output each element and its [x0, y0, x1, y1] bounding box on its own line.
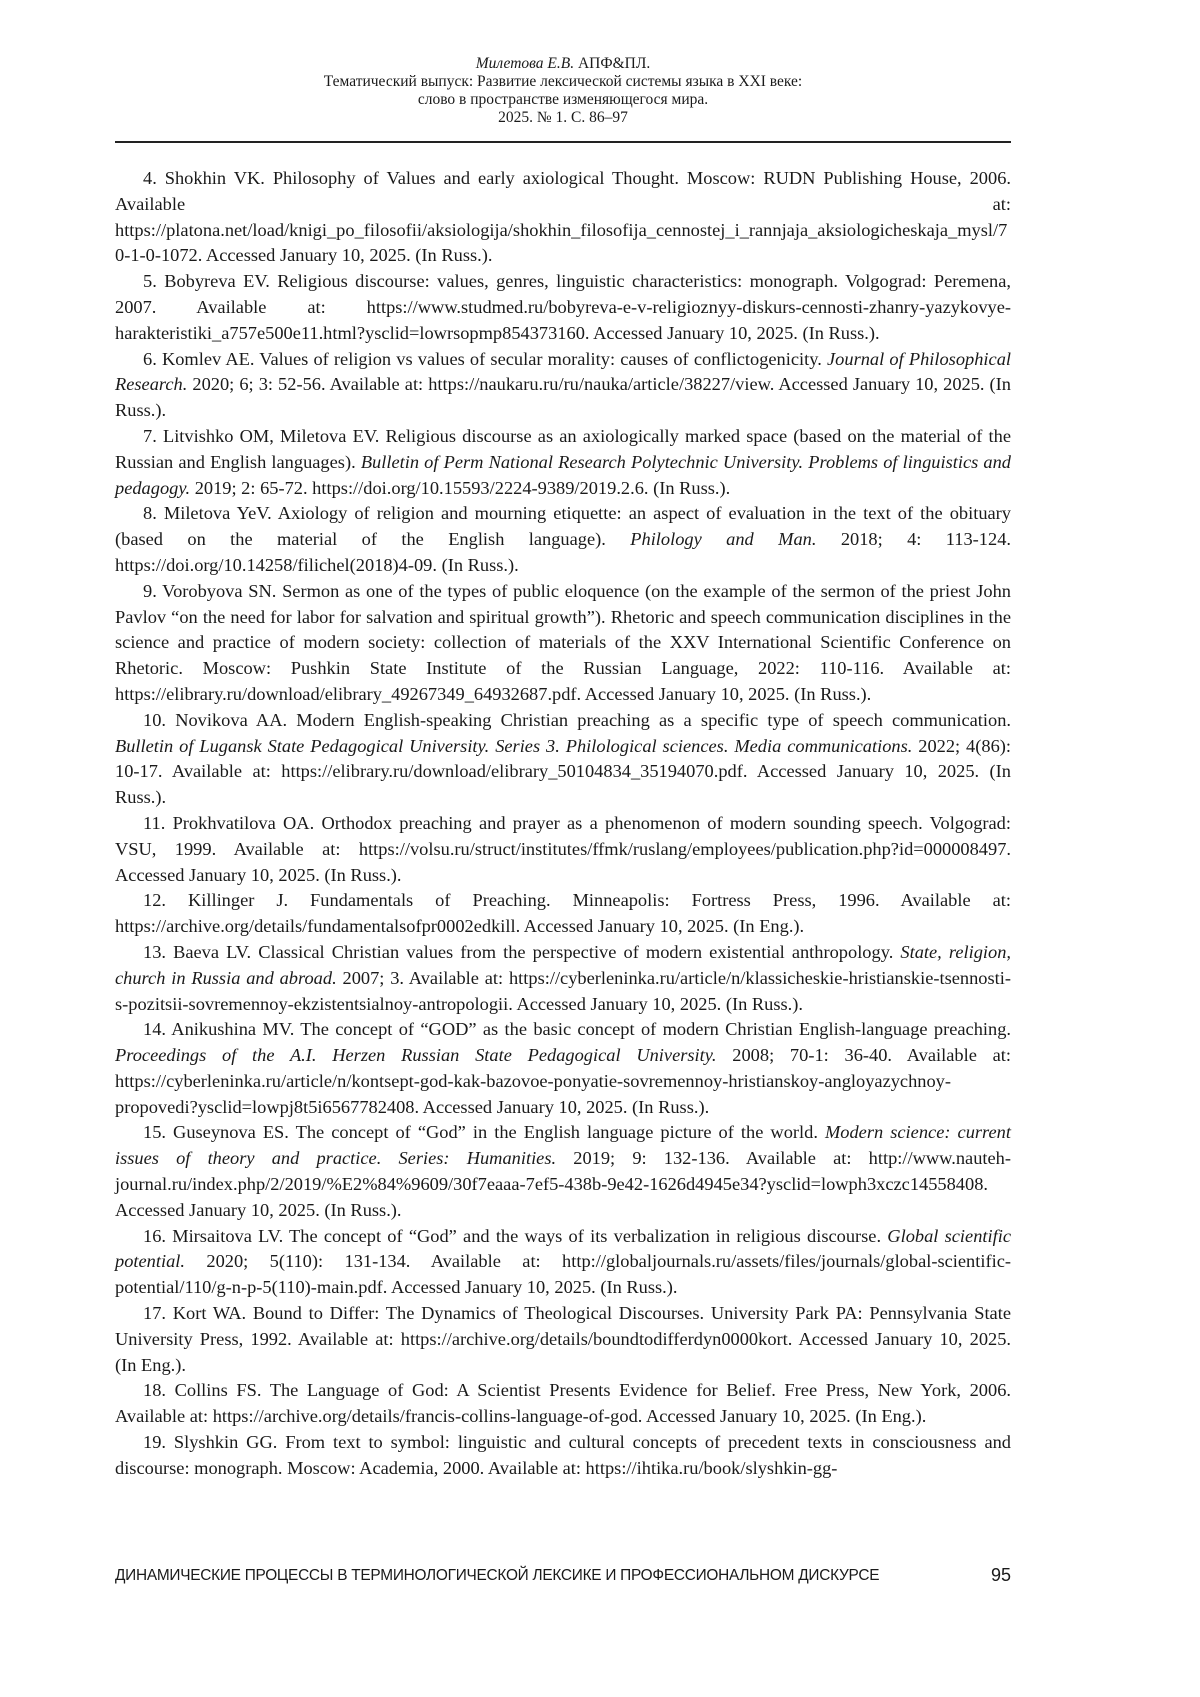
reference-text: 15. Guseynova ES. The concept of “God” in the English language picture of the world.	[143, 1122, 825, 1143]
reference-details: 2008; 70-1: 36-40. Available at: https://cyberleninka.ru/article/n/kontsept-god-kak-bazovoe-ponyatie-sovremennoy-hristianskoy-angloyazychnoy-propovedi?ysclid=lowpj8t5i6567782408. Accessed January 10, 2025. (In Russ.).	[115, 1045, 1011, 1117]
reference-details: 2019; 9: 132-136. Available at: http://www.nauteh-journal.ru/index.php/2/2019/%E2%84%9609/30f7eaaa-7ef5-438b-9e42-1626d4945e34?ysclid=lowph3xczc14558408. Accessed January 10, 2025. (In Russ.).	[115, 1148, 1011, 1220]
reference-text: 19. Slyshkin GG. From text to symbol: linguistic and cultural concepts of precedent texts in consciousness and discourse: monograph. Moscow: Academia, 2000. Available at: https://ihtika.ru/book/slyshkin-gg-	[115, 1432, 1011, 1478]
reference-source: State, religion, church in Russia and abroad.	[115, 941, 1011, 988]
reference-item	[115, 1378, 1011, 1430]
reference-item	[115, 1301, 1011, 1378]
reference-item	[115, 1120, 1011, 1223]
header-author: Милетова Е.В.	[475, 55, 575, 72]
reference-item	[115, 501, 1011, 578]
reference-text: 6. Komlev AE. Values of religion vs values of secular morality: causes of conflictogenicity.	[143, 348, 828, 369]
reference-text: 7. Litvishko OM, Miletova EV. Religious discourse as an axiologically marked space (based on the material of the Russian and English languages).	[115, 425, 1011, 472]
reference-text: 17. Kort WA. Bound to Differ: The Dynamics of Theological Discourses. University Park PA: Pennsylvania State University Press, 1992. Available at: https://archive.org/details/boundtodifferdyn0000kort. Accessed January 10, 2025. (In Eng.).	[115, 1303, 1011, 1375]
reference-source: Bulletin of Lugansk State Pedagogical University. Series 3. Philological sciences. Media communications.	[115, 735, 913, 756]
reference-text: 8. Miletova YeV. Axiology of religion and mourning etiquette: an aspect of evaluation in the text of the obituary (based on the material of the English language).	[115, 503, 1011, 550]
reference-text: 10. Novikova AA. Modern English-speaking Christian preaching as a specific type of speech communication.	[143, 709, 1011, 730]
reference-details: 2020; 6; 3: 52-56. Available at: https://naukaru.ru/ru/nauka/article/38227/view. Accessed January 10, 2025. (In Russ.).	[115, 374, 1011, 421]
reference-text: 13. Baeva LV. Classical Christian values from the perspective of modern existential anthropology.	[143, 941, 901, 962]
reference-text: 4. Shokhin VK. Philosophy of Values and early axiological Thought. Moscow: RUDN Publishing House, 2006. Available at: https://platona.net/load/knigi_po_filosofii/aksiologija/shokhin_filosofija_cennostej_i_rannjaja_aksiologicheskaja_mysl/70-1-0-1072. Accessed January 10, 2025. (In Russ.).	[115, 168, 1011, 266]
header-line-4: 2025. № 1. С. 86–97	[498, 109, 628, 126]
reference-details: 2018; 4: 113-124. https://doi.org/10.14258/filichel(2018)4-09. (In Russ.).	[115, 529, 1011, 575]
reference-item	[115, 1224, 1011, 1301]
running-header	[115, 55, 1011, 127]
header-line-3: слово в пространстве изменяющегося мира.	[417, 91, 709, 108]
reference-item	[115, 424, 1011, 501]
reference-source: Global scientific potential.	[115, 1225, 1011, 1272]
reference-item	[115, 708, 1011, 811]
running-footer	[115, 1565, 1011, 1589]
header-journal: АПФ&ПЛ.	[577, 55, 651, 72]
reference-item	[115, 579, 1011, 708]
page-number: 95	[990, 1565, 1011, 1585]
reference-text: 12. Killinger J. Fundamentals of Preaching. Minneapolis: Fortress Press, 1996. Available at: https://archive.org/details/fundamentalsofpr0002edkill. Accessed January 10, 2025. (In Eng.).	[115, 890, 1011, 937]
header-line-2: Тематический выпуск: Развитие лексической системы языка в XXI веке:	[323, 73, 803, 90]
reference-text: 11. Prokhvatilova OA. Orthodox preaching and prayer as a phenomenon of modern sounding speech. Volgograd: VSU, 1999. Available at: https://volsu.ru/struct/institutes/ffmk/ruslang/employees/publication.php?id=000008497. Accessed January 10, 2025. (In Russ.).	[115, 812, 1011, 885]
reference-list	[115, 166, 1011, 1482]
reference-item	[115, 269, 1011, 346]
reference-item	[115, 940, 1011, 1017]
reference-details: 2020; 5(110): 131-134. Available at: http://globaljournals.ru/assets/files/journals/global-scientific-potential/110/g-n-p-5(110)-main.pdf. Accessed January 10, 2025. (In Russ.).	[115, 1251, 1011, 1298]
reference-source: Modern science: current issues of theory and practice. Series: Humanities.	[115, 1122, 1011, 1169]
reference-details: 2022; 4(86): 10-17. Available at: https://elibrary.ru/download/elibrary_50104834_35194070.pdf. Accessed January 10, 2025. (In Russ.).	[115, 735, 1011, 808]
reference-item	[115, 888, 1011, 940]
reference-text: 18. Collins FS. The Language of God: A Scientist Presents Evidence for Belief. Free Press, New York, 2006. Available at: https://archive.org/details/francis-collins-language-of-god. Accessed January 10, 2025. (In Eng.).	[115, 1380, 1011, 1427]
header-divider	[115, 141, 1011, 143]
reference-text: 16. Mirsaitova LV. The concept of “God” and the ways of its verbalization in religious discourse.	[143, 1225, 888, 1246]
reference-item	[115, 166, 1011, 269]
reference-item	[115, 347, 1011, 424]
reference-item	[115, 811, 1011, 888]
footer-title: ДИНАМИЧЕСКИЕ ПРОЦЕССЫ В ТЕРМИНОЛОГИЧЕСКОЙ ЛЕКСИКЕ И ПРОФЕССИОНАЛЬНОМ ДИСКУРСЕ	[115, 1567, 880, 1584]
reference-source: Bulletin of Perm National Research Polytechnic University. Problems of linguistics and pedagogy.	[115, 451, 1011, 498]
reference-source: Philology and Man.	[630, 529, 817, 550]
reference-details: 2007; 3. Available at: https://cyberleninka.ru/article/n/klassicheskie-hristianskie-tsennosti-s-pozitsii-sovremennoy-ekzistentsialnoy-antropologii. Accessed January 10, 2025. (In Russ.).	[115, 967, 1011, 1014]
reference-item	[115, 1017, 1011, 1120]
reference-source: Journal of Philosophical Research.	[115, 348, 1012, 395]
reference-text: 14. Anikushina MV. The concept of “GOD” as the basic concept of modern Christian English-language preaching.	[143, 1019, 1011, 1040]
header-line-1	[115, 55, 1011, 73]
reference-text: 9. Vorobyova SN. Sermon as one of the types of public eloquence (on the example of the sermon of the priest John Pavlov “on the need for labor for salvation and spiritual growth”). Rhetoric and speech communication disciplines in the science and practice of modern society: collection of materials of the XXV International Scientific Conference on Rhetoric. Moscow: Pushkin State Institute of the Russian Language, 2022: 110-116. Available at: https://elibrary.ru/download/elibrary_49267349_64932687.pdf. Accessed January 10, 2025. (In Russ.).	[115, 580, 1011, 704]
reference-text: 5. Bobyreva EV. Religious discourse: values, genres, linguistic characteristics: monograph. Volgograd: Peremena, 2007. Available at: https://www.studmed.ru/bobyreva-e-v-religioznyy-diskurs-cennosti-zhanry-yazykovye-harakteristiki_a757e500e11.html?ysclid=lowrsopmp854373160. Accessed January 10, 2025. (In Russ.).	[115, 271, 1011, 343]
reference-details: 2019; 2: 65-72. https://doi.org/10.15593/2224-9389/2019.2.6. (In Russ.).	[190, 477, 731, 498]
reference-source: Proceedings of the A.I. Herzen Russian State Pedagogical University.	[115, 1045, 717, 1066]
reference-item	[115, 1430, 1011, 1482]
